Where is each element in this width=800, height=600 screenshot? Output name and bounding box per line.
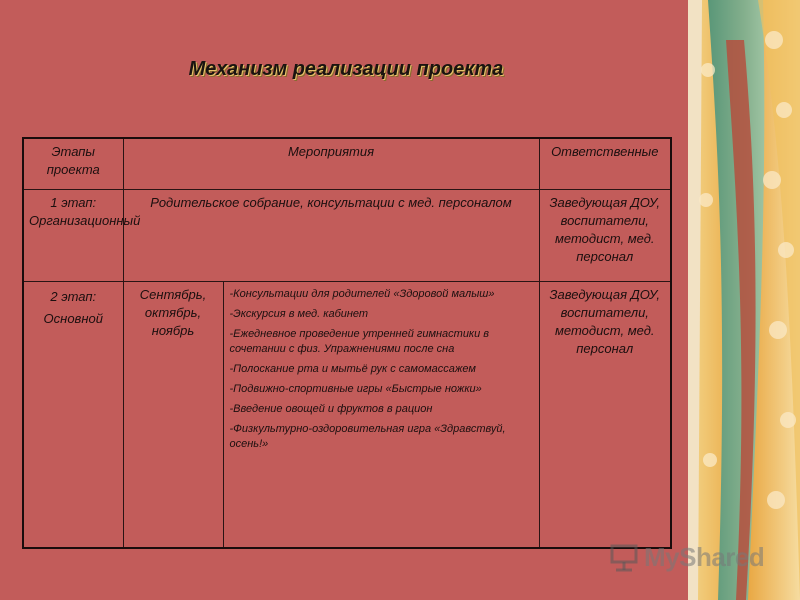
header-responsible: Ответственные (539, 138, 671, 190)
table-header-row (23, 138, 671, 190)
plan-table (22, 137, 672, 549)
list-item: -Подвижно-спортивные игры «Быстрые ножки» (229, 383, 482, 395)
stage-cell: 1 этап: Организационный (23, 190, 123, 282)
stage-cell (23, 282, 123, 549)
responsible-cell: Заведующая ДОУ, воспитатели, методист, мед. персонал (539, 282, 671, 549)
header-activities: Мероприятия (123, 138, 539, 190)
activities-list (223, 282, 539, 549)
period-cell: Сентябрь, октябрь, ноябрь (123, 282, 223, 549)
responsible-cell: Заведующая ДОУ, воспитатели, методист, мед. персонал (539, 190, 671, 282)
watermark-text: MyShared (644, 541, 765, 572)
list-item: -Экскурсия в мед. кабинет (229, 308, 369, 320)
table-row (23, 282, 671, 549)
list-item: -Ежедневное проведение утренней гимнастики в сочетании с физ. Упражнениями после сна (229, 328, 490, 355)
list-item: -Введение овощей и фруктов в рацион (229, 403, 433, 415)
watermark (610, 540, 780, 574)
list-item: -Полоскание рта и мытьё рук с самомассажем (229, 363, 476, 375)
stage-name: Основной (43, 311, 103, 326)
activity-cell: Родительское собрание, консультации с мед. персоналом (123, 190, 539, 282)
floral-decoration-image (688, 0, 800, 600)
presentation-icon (610, 542, 640, 572)
list-item: -Консультации для родителей «Здоровой малыш» (229, 288, 495, 300)
decorative-side-panel (688, 0, 800, 600)
header-stages: Этапы проекта (23, 138, 123, 190)
list-item: -Физкультурно-оздоровительная игра «Здравствуй, осень!» (229, 423, 506, 450)
stage-number: 2 этап: (50, 289, 97, 304)
page-title: Механизм реализации проекта (188, 58, 504, 80)
table-row (23, 190, 671, 282)
